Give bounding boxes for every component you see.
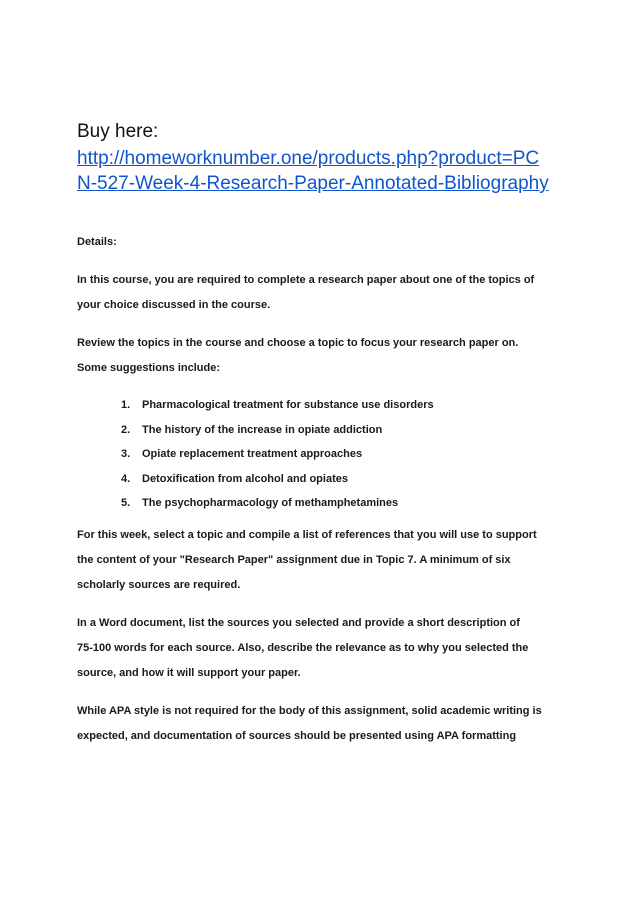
product-link-line-1: http://homeworknumber.one/products.php?product=PC bbox=[77, 148, 540, 169]
paragraph-line: While APA style is not required for the body of this assignment, solid academic writing is bbox=[77, 704, 542, 717]
details-label: Details: bbox=[77, 236, 117, 248]
list-item bbox=[77, 442, 567, 467]
list-item bbox=[77, 393, 567, 418]
paragraph-line: scholarly sources are required. bbox=[77, 578, 241, 591]
list-number: 3. bbox=[121, 448, 131, 461]
list-number: 4. bbox=[121, 472, 131, 485]
paragraph-line: Review the topics in the course and choose a topic to focus your research paper on. bbox=[77, 337, 519, 349]
list-number: 1. bbox=[121, 399, 131, 411]
intro-paragraph bbox=[77, 268, 567, 318]
list-item-text: Pharmacological treatment for substance use disorders bbox=[142, 399, 434, 411]
paragraph-line: source, and how it will support your paper. bbox=[77, 666, 301, 679]
document-page bbox=[77, 118, 567, 749]
paragraph-line: In this course, you are required to complete a research paper about one of the topics of bbox=[77, 274, 535, 286]
list-item bbox=[77, 491, 567, 516]
paragraph-line: your choice discussed in the course. bbox=[77, 299, 271, 311]
sources-paragraph bbox=[77, 611, 567, 686]
paragraph-line: the content of your "Research Paper" assignment due in Topic 7. A minimum of six bbox=[77, 553, 511, 566]
list-item-text: The psychopharmacology of methamphetamines bbox=[142, 497, 399, 510]
paragraph-line: Some suggestions include: bbox=[77, 362, 221, 374]
topics-intro-paragraph bbox=[77, 331, 567, 381]
list-item-text: Opiate replacement treatment approaches bbox=[142, 448, 363, 461]
product-link-line-2: N-527-Week-4-Research-Paper-Annotated-Bibliography bbox=[77, 173, 549, 194]
paragraph-line: For this week, select a topic and compile a list of references that you will use to support bbox=[77, 528, 537, 541]
apa-paragraph bbox=[77, 699, 567, 749]
paragraph-line: 75-100 words for each source. Also, describe the relevance as to why you selected the bbox=[77, 641, 529, 654]
paragraph-line: expected, and documentation of sources should be presented using APA formatting bbox=[77, 729, 517, 742]
assignment-paragraph bbox=[77, 523, 567, 598]
paragraph-line: In a Word document, list the sources you selected and provide a short description of bbox=[77, 616, 520, 629]
list-item-text: Detoxification from alcohol and opiates bbox=[142, 472, 348, 485]
list-number: 5. bbox=[121, 497, 131, 510]
list-number: 2. bbox=[121, 423, 131, 436]
list-item-text: The history of the increase in opiate addiction bbox=[142, 423, 383, 436]
topic-list bbox=[77, 393, 567, 516]
product-link[interactable] bbox=[77, 146, 567, 196]
list-item bbox=[77, 418, 567, 443]
buy-heading: Buy here: bbox=[77, 121, 159, 142]
list-item bbox=[77, 467, 567, 492]
